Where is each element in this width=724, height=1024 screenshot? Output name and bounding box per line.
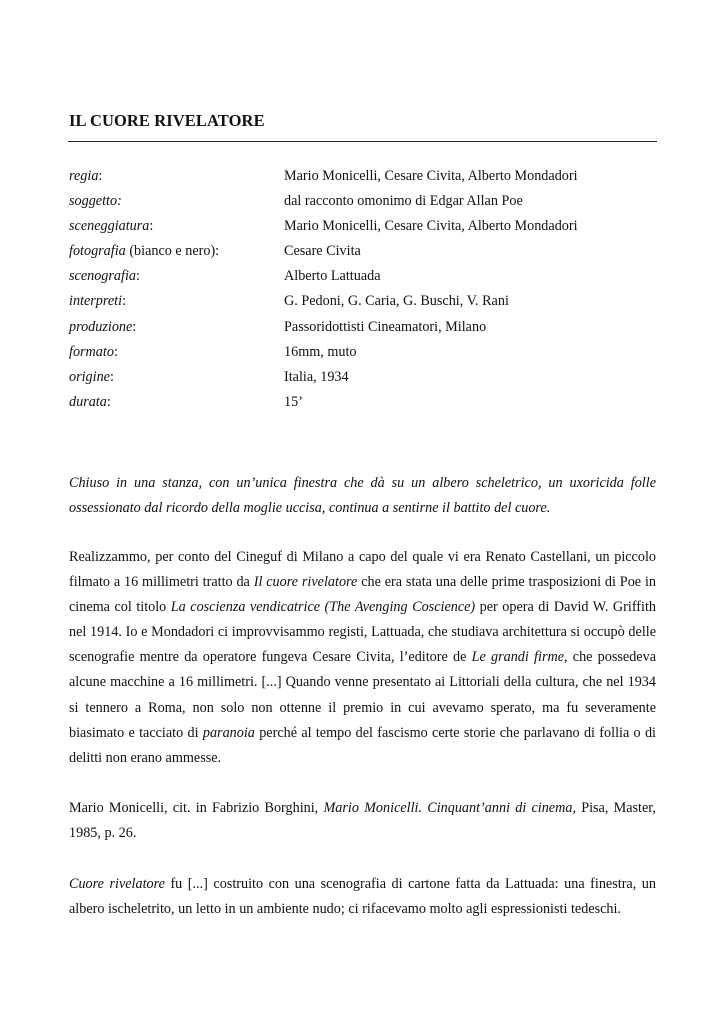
credit-row-scenografia	[69, 266, 669, 291]
credit-row-soggetto	[69, 191, 669, 216]
credit-value: Mario Monicelli, Cesare Civita, Alberto Mondadori	[284, 218, 578, 235]
credit-label: fotografia (bianco e nero):	[69, 243, 220, 260]
credit-value: dal racconto omonimo di Edgar Allan Poe	[284, 193, 523, 210]
credit-row-produzione	[69, 317, 669, 342]
citation-paragraph: Mario Monicelli, cit. in Fabrizio Borghini, Mario Monicelli. Cinquant’anni di cinema, Pisa, Master, 1985, p. 26.	[69, 800, 656, 842]
credit-label: scenografia:	[69, 268, 140, 285]
title-divider	[68, 141, 657, 142]
credit-value: 15’	[284, 393, 303, 410]
credit-label: interpreti:	[69, 293, 127, 310]
credit-label: sceneggiatura:	[69, 218, 154, 235]
credits-table	[69, 166, 669, 417]
scenography-note-paragraph: Cuore rivelatore fu [...] costruito con una scenografia di cartone fatta da Lattuada: una finestra, un albero ischeletrito, un letto in un ambiente nudo; ci rifacevamo molto agli espressionisti tedeschi.	[69, 876, 656, 918]
credit-value: G. Pedoni, G. Caria, G. Buschi, V. Rani	[284, 293, 509, 310]
credit-row-sceneggiatura	[69, 216, 669, 241]
credit-row-interpreti	[69, 291, 669, 316]
credit-value: Mario Monicelli, Cesare Civita, Alberto Mondadori	[284, 168, 578, 184]
credit-row-formato	[69, 342, 669, 367]
page-title: IL CUORE RIVELATORE	[69, 111, 265, 130]
credit-row-origine	[69, 367, 669, 392]
credit-label: origine:	[69, 368, 114, 385]
credit-value: Italia, 1934	[284, 368, 349, 385]
credit-value: Alberto Lattuada	[284, 268, 381, 285]
credit-label: regia:	[69, 168, 103, 184]
credit-label: formato:	[69, 343, 118, 360]
credit-value: 16mm, muto	[284, 343, 357, 360]
credit-label: durata:	[69, 393, 111, 410]
credit-row-fotografia	[69, 241, 669, 266]
synopsis-paragraph: Chiuso in una stanza, con un’unica finestra che dà su un albero scheletrico, un uxoricida folle ossessionato dal ricordo della moglie uccisa, continua a sentirne il battito del cuore.	[69, 475, 656, 517]
monicelli-quote-paragraph: Realizzammo, per conto del Cineguf di Milano a capo del quale vi era Renato Castellani, un piccolo filmato a 16 millimetri tratto da Il cuore rivelatore che era stata una delle prime trasposizioni di Poe in cinema col titolo La coscienza vendicatrice (The Avenging Coscience) per opera di David W. Griffith nel 1914. Io e Mondadori ci improvvisammo registi, Lattuada, che studiava architettura si occupò delle scenografie mentre da operatore fungeva Cesare Civita, l’editore de Le grandi firme, che possedeva alcune macchine a 16 millimetri. [...] Quando venne presentato ai Littoriali della cultura, che nel 1934 si tennero a Roma, non solo non ottenne il premio in cui avevamo sperato, ma fu severamente biasimato e tacciato di paranoia perché al tempo del fascismo certe storie che parlavano di follia o di delitti non erano ammesse.	[69, 549, 657, 766]
credit-label: soggetto:	[69, 193, 122, 210]
credit-label: produzione:	[69, 318, 137, 335]
credit-value: Passoridottisti Cineamatori, Milano	[284, 318, 487, 335]
credit-row-durata	[69, 392, 669, 417]
credit-row-regia	[69, 166, 669, 191]
credit-value: Cesare Civita	[284, 243, 361, 260]
